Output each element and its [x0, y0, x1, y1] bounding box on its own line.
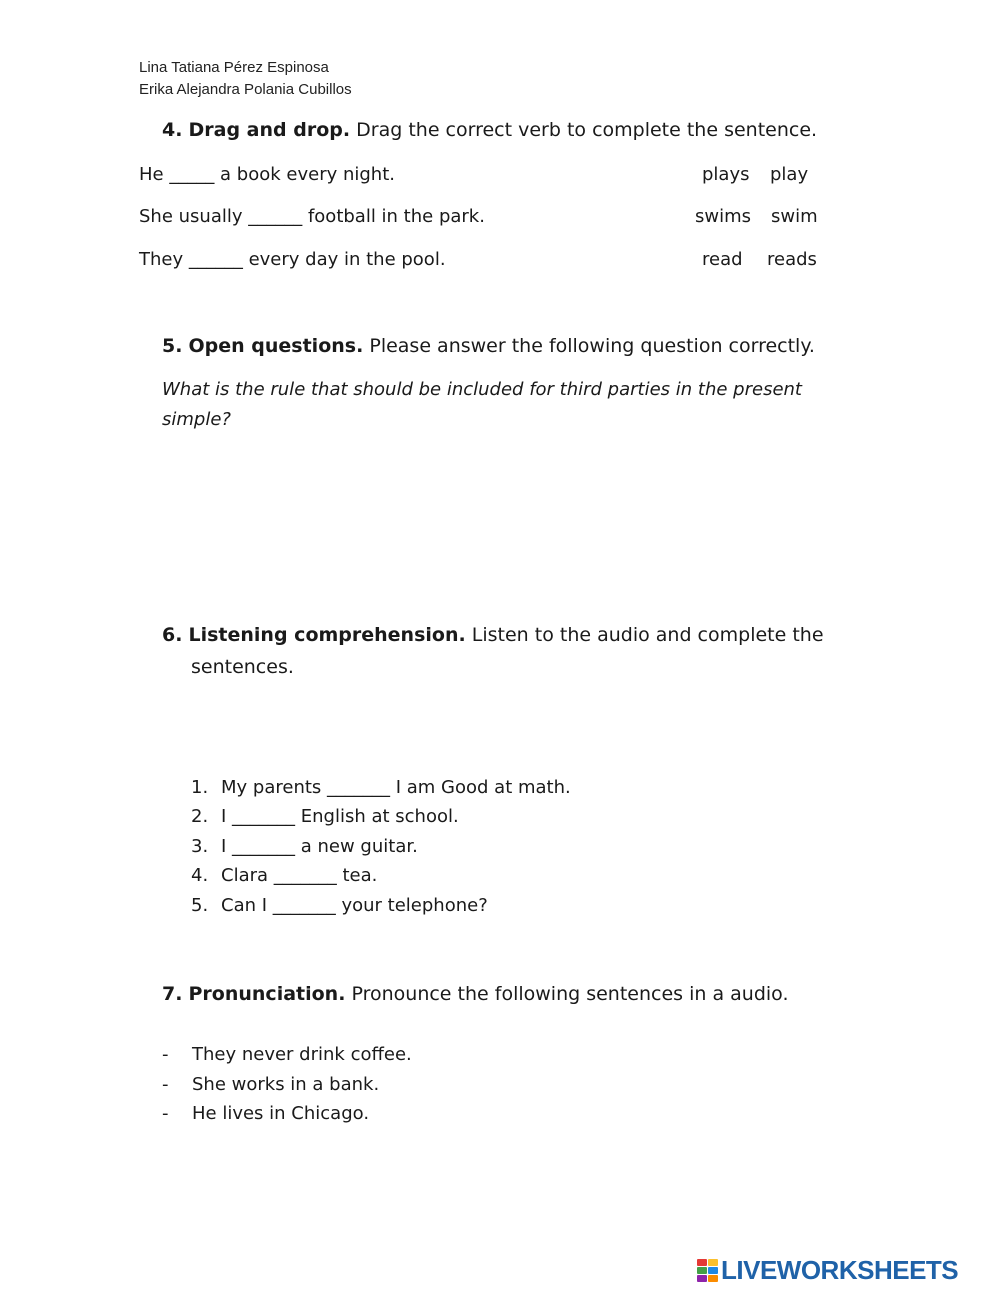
section-4-heading	[162, 119, 817, 141]
open-answer-area[interactable]	[162, 440, 842, 590]
logo-tile	[697, 1259, 707, 1266]
listening-item-number: 5.	[191, 895, 209, 916]
bullet-dash: -	[162, 1103, 169, 1124]
listening-item	[191, 865, 377, 886]
listening-item-text: I _______ English at school.	[221, 806, 459, 827]
section-5-number: 5.	[162, 335, 183, 357]
drag-sentence-3: They ______ every day in the pool.	[139, 249, 446, 270]
drag-option-plays[interactable]: plays	[702, 164, 750, 185]
listening-item-number: 4.	[191, 865, 209, 886]
listening-item-text: Can I _______ your telephone?	[221, 895, 488, 916]
listening-item	[191, 895, 488, 916]
listening-item-number: 1.	[191, 777, 209, 798]
listening-item	[191, 777, 571, 798]
liveworksheets-logo	[697, 1255, 958, 1285]
bullet-dash: -	[162, 1074, 169, 1095]
listening-item-text: Clara _______ tea.	[221, 865, 378, 886]
author-name-2: Erika Alejandra Polania Cubillos	[139, 81, 352, 98]
listening-item-text: I _______ a new guitar.	[221, 836, 418, 857]
drag-option-reads[interactable]: reads	[767, 249, 817, 270]
logo-tiles-icon	[697, 1259, 718, 1282]
section-7-number: 7.	[162, 983, 183, 1005]
section-4-number: 4.	[162, 119, 183, 141]
drag-option-swim[interactable]: swim	[771, 206, 818, 227]
pronunciation-item	[162, 1103, 369, 1124]
pronunciation-text: She works in a bank.	[192, 1074, 380, 1095]
section-6-instruction: Listen to the audio and complete the	[471, 624, 824, 646]
listening-item-number: 2.	[191, 806, 209, 827]
section-7-heading	[162, 983, 789, 1005]
drag-option-play[interactable]: play	[770, 164, 809, 185]
author-name-1: Lina Tatiana Pérez Espinosa	[139, 59, 329, 76]
open-question: What is the rule that should be included for third parties in the present simple?	[162, 379, 802, 430]
drag-option-read[interactable]: read	[702, 249, 743, 270]
section-4-title: Drag and drop.	[188, 119, 351, 141]
section-5-heading	[162, 335, 815, 357]
pronunciation-text: He lives in Chicago.	[192, 1103, 370, 1124]
logo-tile	[708, 1275, 718, 1282]
listening-item-text: My parents _______ I am Good at math.	[221, 777, 571, 798]
section-5-title: Open questions.	[188, 335, 364, 357]
section-7-instruction: Pronounce the following sentences in a audio.	[351, 983, 789, 1005]
logo-tile	[697, 1267, 707, 1274]
section-5-instruction: Please answer the following question correctly.	[369, 335, 815, 357]
logo-tile	[708, 1267, 718, 1274]
pronunciation-item	[162, 1074, 379, 1095]
section-6-heading	[162, 624, 824, 646]
pronunciation-text: They never drink coffee.	[192, 1044, 412, 1065]
bullet-dash: -	[162, 1044, 169, 1065]
pronunciation-item	[162, 1044, 412, 1065]
section-6-instruction-cont: sentences.	[191, 656, 294, 678]
listening-item-number: 3.	[191, 836, 209, 857]
drag-option-swims[interactable]: swims	[695, 206, 752, 227]
listening-item	[191, 836, 418, 857]
listening-item	[191, 806, 459, 827]
section-6-title: Listening comprehension.	[188, 624, 466, 646]
logo-tile	[697, 1275, 707, 1282]
logo-tile	[708, 1259, 718, 1266]
section-4-instruction: Drag the correct verb to complete the sentence.	[356, 119, 818, 141]
section-6-number: 6.	[162, 624, 183, 646]
drag-sentence-1: He _____ a book every night.	[139, 164, 395, 185]
drag-sentence-2: She usually ______ football in the park.	[139, 206, 485, 227]
logo-text: LIVEWORKSHEETS	[721, 1254, 959, 1285]
section-7-title: Pronunciation.	[188, 983, 346, 1005]
